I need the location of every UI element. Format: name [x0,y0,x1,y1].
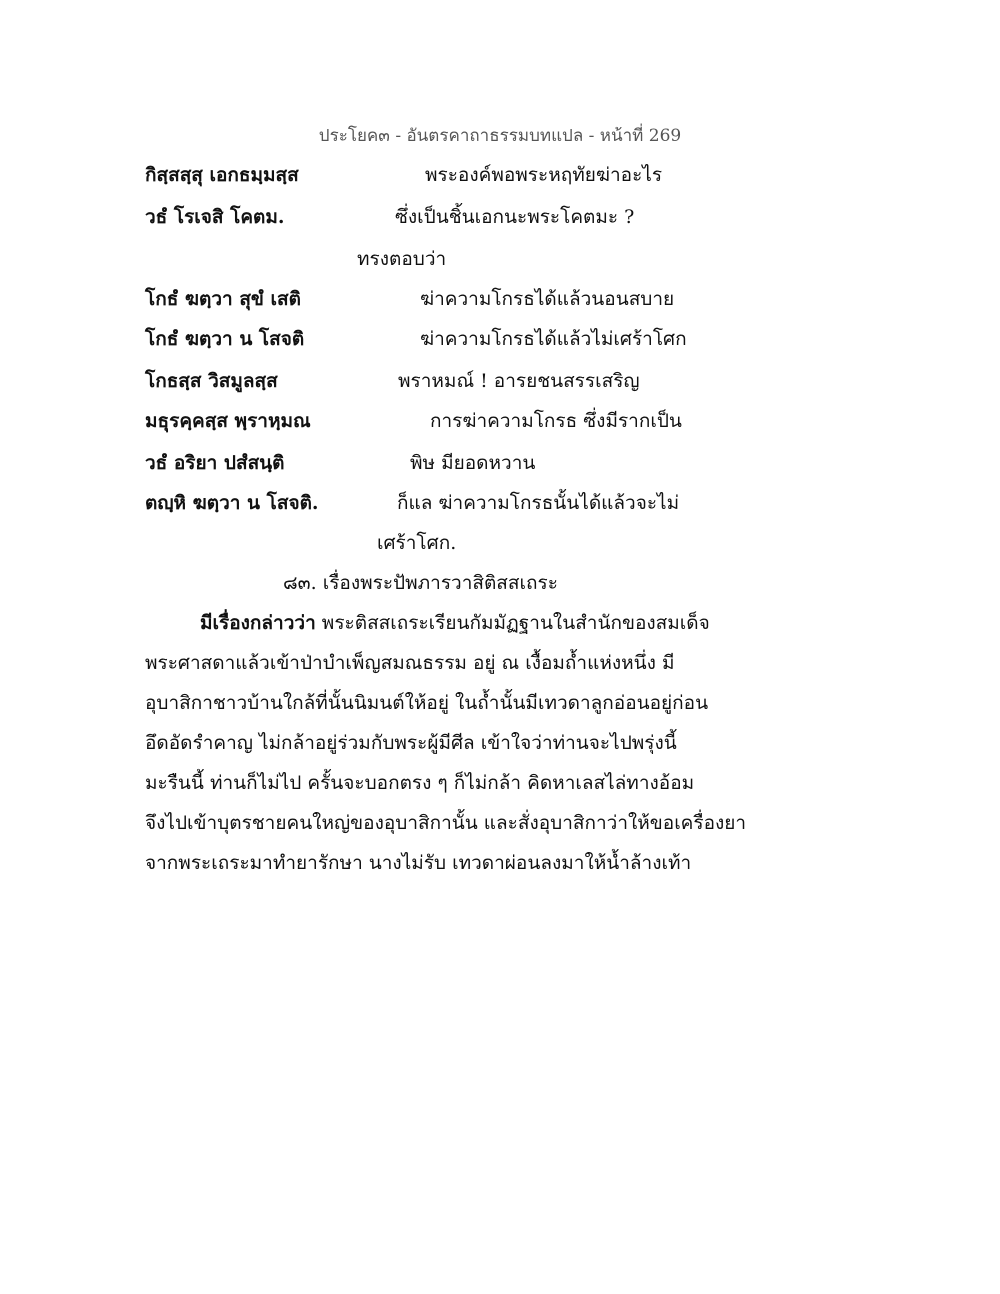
answer-intro: ทรงตอบว่า [357,248,447,270]
intro-bold: มีเรื่องกล่าวว่า [200,612,316,634]
verse-thai: ฆ่าความโกรธได้แล้วนอนสบาย [420,288,675,310]
verse-thai: ซึ่งเป็นชิ้นเอกนะพระโคตมะ ? [395,206,635,228]
page-header: ประโยค๓ - อันตรคาถาธรรมบทแปล - หน้าที่ 269 [318,126,682,146]
body-line: มะรืนนี้ ท่านก็ไม่ไป ครั้นจะบอกตรง ๆ ก็ไม่กล้า คิดหาเลสไล่ทางอ้อม [145,772,695,794]
verse-thai: พราหมณ์ ! อารยชนสรรเสริญ [398,370,640,392]
verse-thai: การฆ่าความโกรธ ซึ่งมีรากเป็น [430,410,682,432]
body-line: พระศาสดาแล้วเข้าป่าบำเพ็ญสมณธรรม อยู่ ณ เงื้อมถ้ำแห่งหนึ่ง มี [145,652,675,674]
body-line: อุบาสิกาชาวบ้านใกล้ที่นั้นนิมนต์ให้อยู่ ในถ้ำนั้นมีเทวดาลูกอ่อนอยู่ก่อน [145,692,709,714]
verse-row [145,366,865,404]
body-line: พระติสสเถระเรียนกัมมัฏฐานในสำนักของสมเด็จ [315,612,710,634]
body-line: จากพระเถระมาทำยารักษา นางไม่รับ เทวดาผ่อนลงมาให้น้ำล้างเท้า [145,852,692,874]
paragraph-first-line [200,608,710,638]
verse-pali: วธํ โรเจสิ โคตม. [145,206,285,228]
verse-pali: กิสฺสสฺสุ เอกธมฺมสฺส [145,164,299,186]
verse-row [145,448,865,486]
verse-thai: พระองค์พอพระหฤทัยฆ่าอะไร [425,164,663,186]
verse-pali: โกธํ ฆตฺวา น โสจติ [145,328,305,350]
verse-thai: ฆ่าความโกรธได้แล้วไม่เศร้าโศก [420,328,687,350]
thai-continuation: เศร้าโศก. [377,532,457,554]
verse-row [145,324,865,362]
verse-row [145,488,865,526]
verse-pali: โกธํ ฆตฺวา สุขํ เสติ [145,288,301,310]
verse-pali: ตญฺหิ ฆตฺวา น โสจติ. [145,492,319,514]
body-line: อึดอัดรำคาญ ไม่กล้าอยู่ร่วมกับพระผู้มีศีล เข้าใจว่าท่านจะไปพรุ่งนี้ [145,732,677,754]
verse-thai: ก็แล ฆ่าความโกรธนั้นได้แล้วจะไม่ [397,492,680,514]
verse-row [145,406,865,444]
verse-pali: มธุรคฺคสฺส พฺราหฺมณ [145,410,311,432]
body-line: จึงไปเข้าบุตรชายคนใหญ่ของอุบาสิกานั้น และสั่งอุบาสิกาว่าให้ขอเครื่องยา [145,812,747,834]
verse-thai: พิษ มียอดหวาน [410,452,536,474]
verse-row [145,202,865,240]
verse-row [145,160,865,198]
verse-pali: โกธสฺส วิสมูลสฺส [145,370,278,392]
verse-pali: วธํ อริยา ปสํสนฺติ [145,452,285,474]
story-title: ๘๓. เรื่องพระปัพภารวาสิติสสเถระ [283,572,558,594]
verse-row [145,284,865,322]
